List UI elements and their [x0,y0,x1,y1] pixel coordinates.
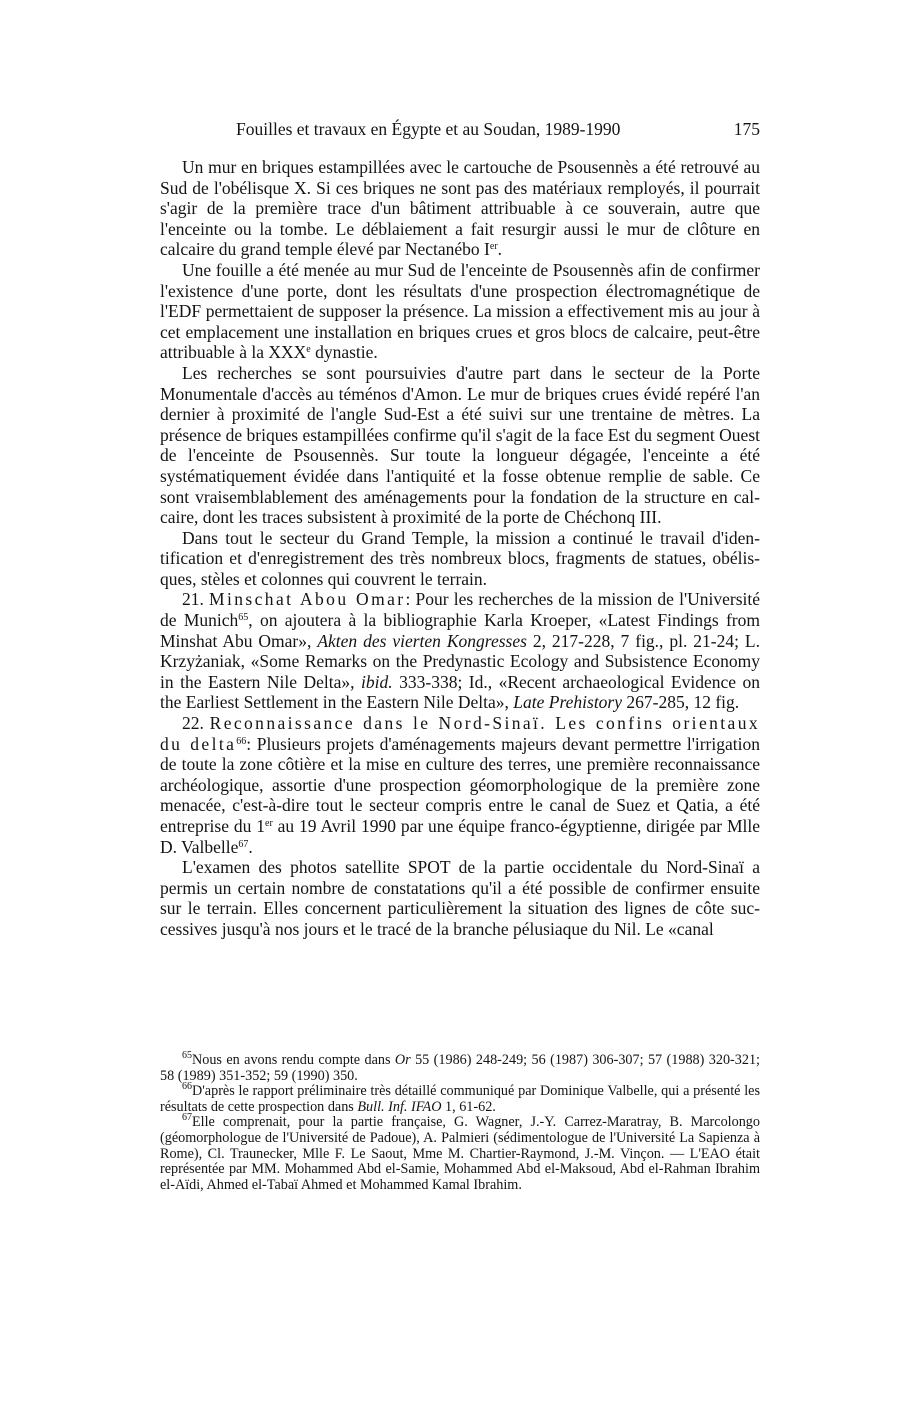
text-run: Un mur en briques estampillées avec le cartouche de Psousennès a été retrouvé au Sud de l'obélisque X. Si ces briques ne sont pas des matériaux remployés, il pourrait s'agir de la première trace d'un bâtiment attribuable à ce souverain, autre que l'enceinte ou la tombe. Le déblaiement a fait resurgir aussi le mur de clôture en calcaire du grand temple élevé par Nectanébo I [160,157,760,260]
footnote-ref: 65 [238,612,249,624]
running-head [160,118,760,140]
italic-title: Late Prehistory [513,692,623,713]
paragraph [160,157,760,260]
footnote-ref: 67 [238,838,249,850]
italic-ref: Bull. Inf. IFAO [357,1098,442,1115]
section-number: 21. [182,589,204,610]
text-run: 1, 61-62. [441,1098,496,1115]
paragraph: Les recherches se sont poursuivies d'autre part dans le secteur de la Porte Monumentale d'accès au téménos d'Amon. Le mur de briques crues évidé repéré l'an dernier à proximité de l'angle Sud-Est a été suivi sur une trentaine de mètres. La présence de briques estampillées confirme qu'il s'agit de la face Est du segment Ouest de l'enceinte de Psousennès. Sur toute la longueur dégagée, l'enceinte a été systématiquement évidée dans l'antiquité et la fosse obtenue remplie de sable. Ce sont vraisemblablement des aménagements pour la fondation de la structure en calcaire, dont les traces subsistent à proximité de la porte de Chéchonq III. [160,362,760,528]
text-run: . [248,836,253,857]
footnote-number: 66 [182,1081,192,1093]
text-run: D'après le rapport préliminaire très détaillé communiqué par Dominique Valbelle, qui a présenté les résultats de cette prospection dans [160,1083,760,1115]
text-run: Elle comprenait, pour la partie française, G. Wagner, J.-Y. Carrez-Maratray, B. Marcolongo (géomorphologue de l'Université de Padoue), A. Palmieri (sédimentologue de l'Université La Sapienza à Rome), Cl. Traunecker, Mlle F. Le Saout, Mme M. Chartier-Raymond, J.-M. Vinçon. — L'EAO était représentée par MM. Mohammed Abd el-Samie, Mohammed Abd el-Maksoud, Abd el-Rahman Ibrahim el-Aïdi, Ahmed el-Tabaï Ahmed et Mohammed Kamal Ibrahim. [160,1114,760,1193]
footnote-number: 67 [182,1112,192,1124]
section-title: Reconnaissance dans le Nord-Sinaï. Les confins orientaux du delta [160,713,760,754]
italic-ref: ibid. [361,671,393,692]
footnote-66 [160,1081,760,1115]
paragraph: Dans tout le secteur du Grand Temple, la mission a continué le travail d'identification et d'enregistrement des très nombreux blocs, fragments de statues, obélisques, stèles et colonnes qui couvrent le terrain. [160,527,760,589]
footnote-ref: 66 [236,735,247,747]
text-run: au 19 Avril 1990 par une équipe franco-égyptienne, dirigée par Mlle D. Valbelle [160,816,760,857]
section-22 [160,713,760,857]
text-run: 267-285, 12 fig. [622,692,740,713]
superscript: er [265,818,273,829]
text-run: . [497,239,503,260]
footnote-67 [160,1112,760,1193]
body-text [160,157,760,940]
section-21 [160,589,760,713]
italic-ref: Or [394,1052,411,1068]
text-run: , on ajoutera à la bibliographie Karla Kroeper, «Latest Findings from Minshat Abu Omar», [160,610,760,651]
text-run: dynastie. [310,342,378,363]
paragraph: L'examen des photos satellite SPOT de la partie occidentale du Nord-Sinaï a permis un certain nombre de constatations qu'il a été possible de confirmer ensuite sur le terrain. Elles concernent particulièrement la situation des lignes de côte successives jusqu'à nos jours et le tracé de la branche pélusiaque du Nil. Le «canal [160,857,760,939]
footnote-65 [160,1050,760,1084]
superscript: e [306,344,311,356]
text-run: : Plusieurs projets d'aménagements majeurs devant permettre l'irrigation de toute la zone côtière et la mise en culture des terres, une première reconnaissance archéologique, assortie d'une prospection géomorphologique de la première zone menacée, c'est-à-dire tout le secteur compris entre le canal de Suez et Qatia, a été entreprise du 1 [160,733,760,836]
text-run: 2, 217-228, 7 fig., pl. 21-24; L. Krzyżaniak, «Some Remarks on the Predynastic Ecology and Subsistence Economy in the Eastern Nile Delta», [160,630,760,692]
superscript: er [489,241,498,253]
text-run: : Pour les recherches de la mission de l'Université de Munich [160,589,760,631]
section-number: 22. [182,713,204,734]
text-run: Nous en avons rendu compte dans [192,1052,395,1068]
text-run: 55 (1986) 248-249; 56 (1987) 306-307; 57 (1988) 320-321; 58 (1989) 351-352; 59 (1990) 350. [160,1052,760,1084]
footnote-number: 65 [182,1050,192,1061]
text-run: Une fouille a été menée au mur Sud de l'enceinte de Psousennès afin de confirmer l'existence d'une porte, dont les résultats d'une prospection électromagnétique de l'EDF permettaient de supposer la présence. La mission a effectivement mis au jour à cet emplacement une installation en briques crues et gros blocs de calcaire, peut-être attribuable à la XXX [160,259,760,363]
section-title: Minschat Abou Omar [209,589,406,610]
page-number: 175 [733,119,760,139]
running-title: Fouilles et travaux en Égypte et au Soudan, 1989-1990 [236,119,621,139]
text-run: 333-338; Id., «Recent archaeological Evidence on the Earliest Settlement in the Eastern Nile Delta», [160,671,760,713]
paragraph [160,260,760,363]
footnotes [160,1050,760,1193]
italic-title: Akten des vierten Kongresses [317,630,527,651]
